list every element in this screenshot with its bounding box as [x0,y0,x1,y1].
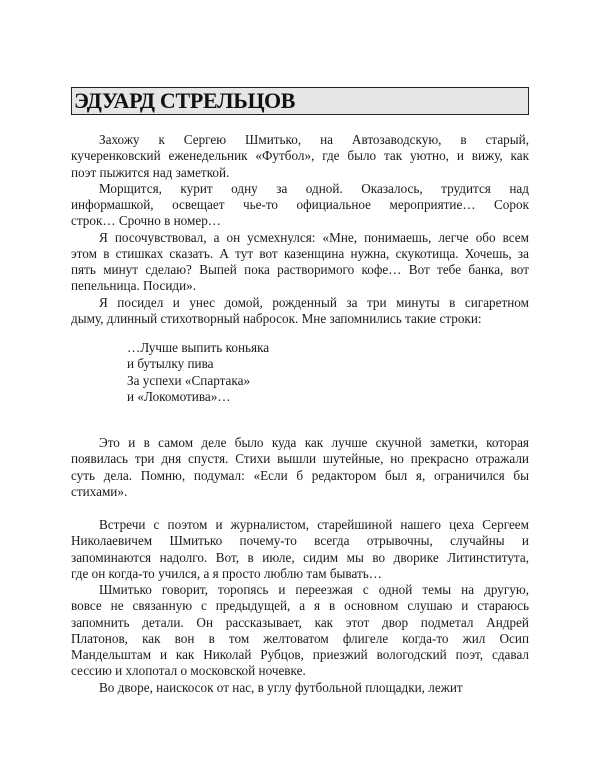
text-line: Встречи с поэтом и журналистом, старейшиной нашего цеха Сергеем [99,517,529,532]
poem-line: За успехи «Спартака» [127,372,251,388]
text-line: сессию и хлопотал о московской ночевке. [71,663,306,679]
text-line: пепельница. Посиди». [71,278,197,294]
text-line: появилась три дня спустя. Стихи вышли шутейные, но прекрасно отражали [71,451,529,467]
text-line: пять минут сделаю? Выпей пока растворимого кофе… Вот тебе банка, вот [71,262,529,277]
paragraph [71,517,529,582]
text-line: вовсе не связанную с предыдущей, а я в основном слушаю и стараюсь [71,598,529,614]
text-line: Платонов, как вон в том желтоватом флигеле когда-то жил Осип [71,630,529,646]
text-section-2 [71,435,529,500]
text-line: Это и в самом деле было куда как лучше скучной заметки, которая [99,435,529,450]
text-line: Шмитько говорит, торопясь и переезжая с одной темы на другую, [99,582,529,597]
chapter-title-box [71,87,529,115]
text-line: Мандельштам и как Николай Рубцов, приезжий вологодский поэт, сдавал [71,647,529,662]
poem-line: и бутылку пива [127,356,214,372]
text-line: поэт пыжится над заметкой. [71,164,230,180]
text-line: Я посочувствовал, а он усмехнулся: «Мне, понимаешь, легче обо всем [99,229,529,245]
text-line: строк… Срочно в номер… [71,213,221,229]
text-line: Николаевичем Шмитько почему-то всегда отрывочны, случайны и [71,533,529,549]
poem-line: и «Локомотива»… [127,388,231,404]
paragraph [71,230,529,295]
text-line: Во дворе, наискосок от нас, в углу футбольной площадки, лежит [99,679,463,695]
paragraph [71,680,529,696]
text-line: этом в стишках сказать. А тут вот казенщина нужна, скукотища. Хочешь, за [71,245,529,261]
poem-excerpt [127,340,269,405]
paragraph [71,132,529,181]
poem-line: …Лучше выпить коньяка [127,340,270,355]
paragraph [71,295,529,328]
text-section-1 [71,132,529,327]
chapter-title: ЭДУАРД СТРЕЛЬЦОВ [74,88,296,113]
text-line: стихами». [71,483,128,499]
text-line: где он когда-то учился, а я просто люблю там бывать… [71,565,382,581]
text-line: суть дела. Помню, подумал: «Если б редактором был я, ограничился бы [71,467,529,483]
text-section-3 [71,517,529,696]
text-line: запомнить детали. Он рассказывает, как этот двор подметал Андрей [71,614,529,630]
text-line: кучеренковский еженедельник «Футбол», где было так уютно, и вижу, как [71,148,529,164]
text-line: Захожу к Сергею Шмитько, на Автозаводскую, в старый, [99,132,529,147]
paragraph [71,435,529,500]
text-line: запоминаются надолго. Вот, в июле, сидим мы во дворике Литинститута, [71,549,529,565]
text-line: Я посидел и унес домой, рожденный за три минуты в сигаретном [99,294,529,310]
paragraph [71,181,529,230]
text-line: информашкой, освещает чье-то официальное мероприятие… Сорок [71,197,529,212]
paragraph [71,582,529,680]
text-line: Морщится, курит одну за одной. Оказалось, трудится над [99,180,529,196]
text-line: дыму, длинный стихотворный набросок. Мне запомнились такие строки: [71,310,482,326]
